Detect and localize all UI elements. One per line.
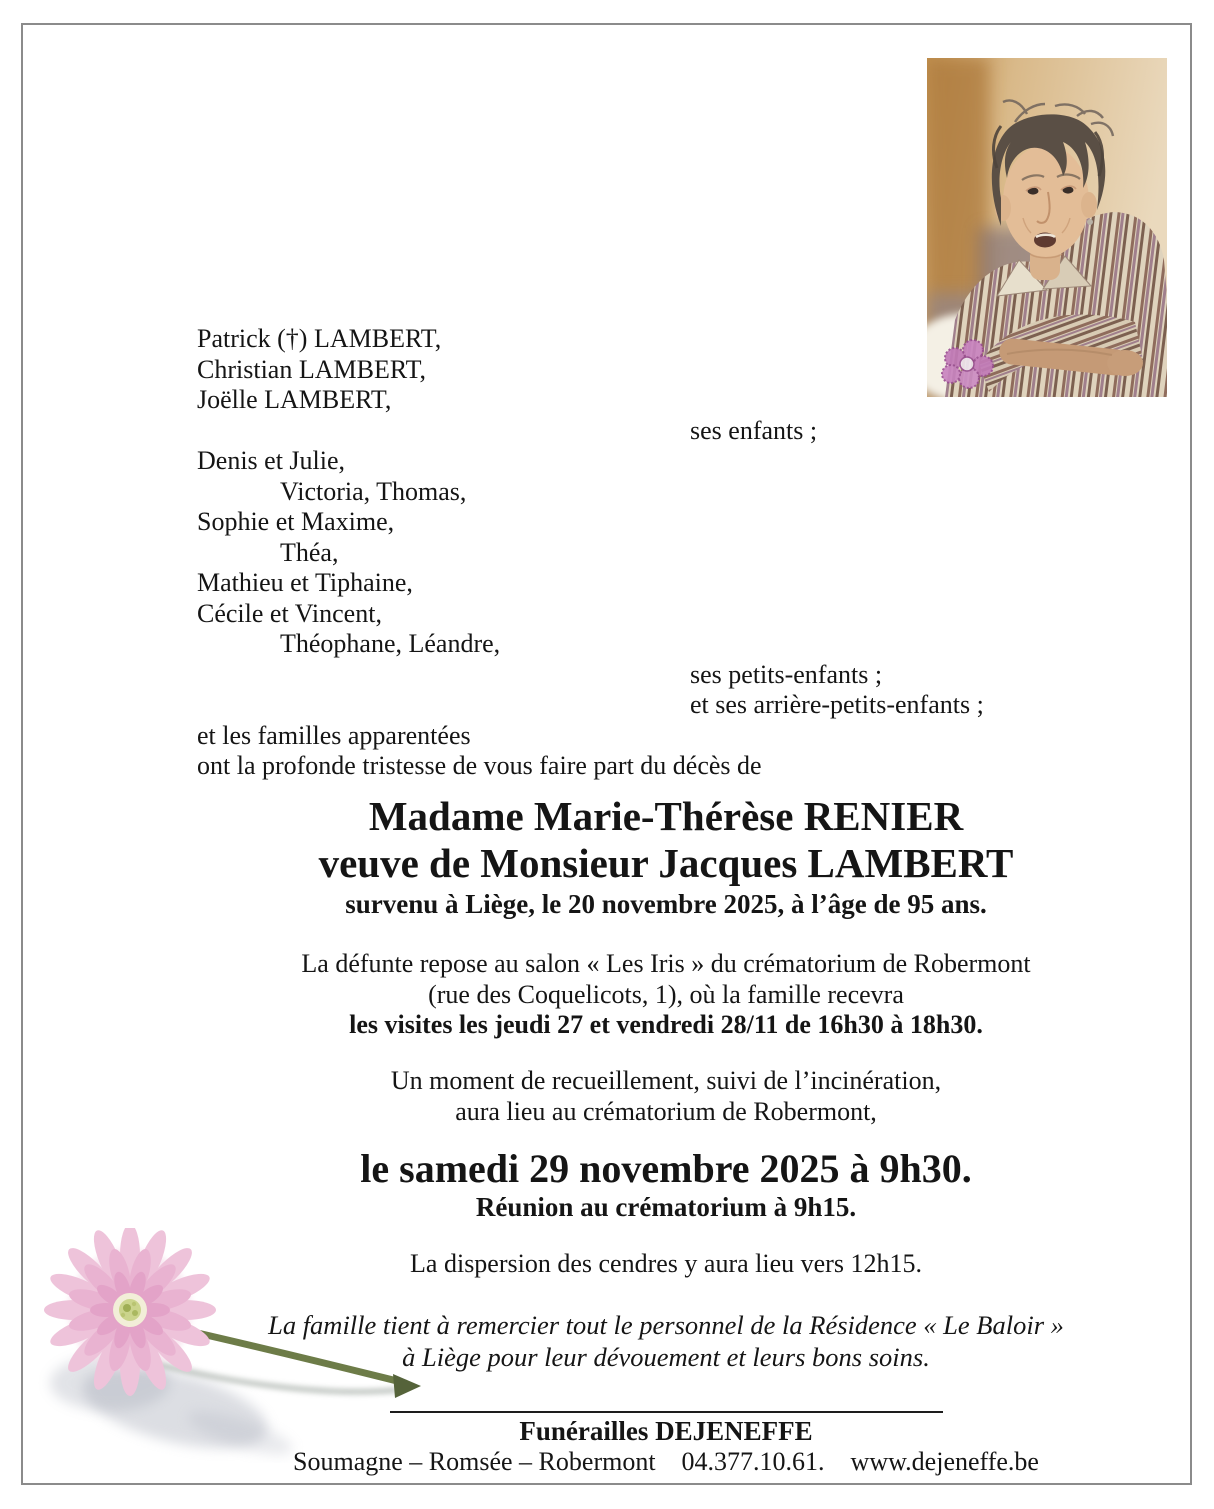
family-line: ont la profonde tristesse de vous faire part du décès de (197, 751, 762, 780)
family-names-block (197, 324, 1157, 782)
family-line: Sophie et Maxime, (197, 507, 395, 536)
family-line: Théophane, Léandre, (280, 629, 501, 658)
repose-line-2: (rue des Coquelicots, 1), où la famille recevra (428, 979, 904, 1009)
family-line: Victoria, Thomas, (280, 476, 467, 506)
ceremony-line-1: Un moment de recueillement, suivi de l’incinération, (390, 1066, 942, 1095)
deceased-widow-line: veuve de Monsieur Jacques LAMBERT (318, 840, 1014, 886)
deceased-name: Madame Marie-Thérèse RENIER (368, 793, 964, 839)
repose-line-1: La défunte repose au salon « Les Iris » du crématorium de Robermont (301, 949, 1031, 978)
family-line: Mathieu et Tiphaine, (197, 568, 413, 597)
visits-line: les visites les jeudi 27 et vendredi 28/11 de 16h30 à 18h30. (349, 1010, 983, 1039)
funeral-home-contact-line: Soumagne – Romsée – Robermont 04.377.10.61. www.dejeneffe.be (293, 1447, 1039, 1476)
footer-divider-line (390, 1411, 943, 1413)
death-date-line: survenu à Liège, le 20 novembre 2025, à l’âge de 95 ans. (345, 889, 987, 919)
thanks-line-1: La famille tient à remercier tout le personnel de la Résidence « Le Baloir » (268, 1310, 1064, 1340)
flower-head (44, 1228, 216, 1396)
family-line: et ses arrière-petits-enfants ; (690, 690, 984, 719)
repose-paragraph (197, 949, 1135, 1041)
deceased-title-block (197, 793, 1135, 921)
funeral-home-name: Funérailles DEJENEFFE (519, 1416, 813, 1446)
family-line: Joëlle LAMBERT, (197, 385, 392, 414)
meeting-line: Réunion au crématorium à 9h15. (475, 1192, 857, 1222)
family-line: ses petits-enfants ; (690, 659, 883, 689)
family-line: Théa, (280, 537, 339, 567)
family-line: Cécile et Vincent, (197, 598, 382, 628)
family-line: Denis et Julie, (197, 446, 346, 475)
ceremony-line-2: aura lieu au crématorium de Robermont, (455, 1096, 877, 1126)
ashes-dispersion-line: La dispersion des cendres y aura lieu vers 12h15. (410, 1249, 922, 1278)
thanks-line-2: à Liège pour leur dévouement et leurs bons soins. (402, 1341, 930, 1372)
family-line: Patrick (†) LAMBERT, (197, 324, 442, 353)
family-line: ses enfants ; (690, 415, 818, 445)
family-line: et les familles apparentées (197, 720, 471, 750)
ceremony-date-line: le samedi 29 novembre 2025 à 9h30. (360, 1146, 972, 1191)
ceremony-paragraph (197, 1066, 1135, 1127)
family-line: Christian LAMBERT, (197, 354, 427, 384)
